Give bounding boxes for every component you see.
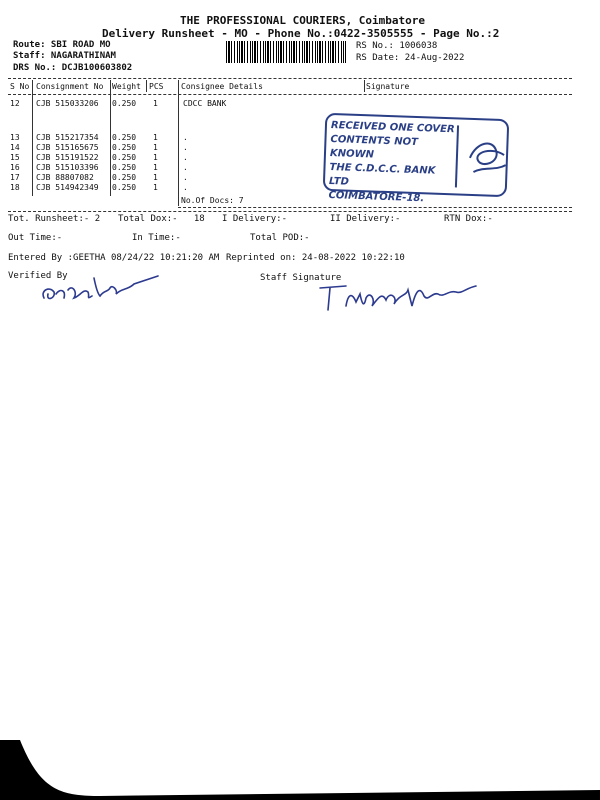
- row-weight: 0.250: [112, 163, 137, 172]
- reprinted-on: Reprinted on: 24-08-2022 10:22:10: [226, 253, 405, 263]
- rtn-dox: RTN Dox:-: [444, 214, 493, 224]
- row-consignment: CJB 514942349: [36, 183, 99, 192]
- drs-number: DRS No.: DCJB100603802: [13, 63, 133, 73]
- stamp-signature-icon: [461, 128, 513, 190]
- total-pod: Total POD:-: [250, 233, 310, 243]
- verified-by-label: Verified By: [8, 271, 68, 281]
- row-consignee: CDCC BANK: [183, 99, 227, 108]
- col-divider: [146, 80, 147, 92]
- col-divider: [110, 80, 111, 196]
- runsheet-title: Delivery Runsheet - MO - Phone No.:0422-3505555 - Page No.:2: [102, 27, 500, 40]
- rs-date: RS Date: 24-Aug-2022: [356, 53, 465, 63]
- row-weight: 0.250: [112, 153, 137, 162]
- row-weight: 0.250: [112, 173, 137, 182]
- docs-rule: [178, 207, 572, 208]
- row-sno: 17: [10, 173, 20, 182]
- verifier-signature-icon: [38, 268, 178, 308]
- row-sno: 14: [10, 143, 20, 152]
- row-pcs: 1: [153, 143, 158, 152]
- row-pcs: 1: [153, 133, 158, 142]
- stamp-line: CONTENTS NOT KNOWN: [329, 134, 419, 161]
- row-consignee: .: [183, 183, 188, 192]
- staff-signature-label: Staff Signature: [260, 273, 342, 283]
- row-consignee: .: [183, 143, 188, 152]
- header-consignee: Consignee Details: [181, 82, 263, 91]
- ii-delivery: II Delivery:-: [330, 214, 401, 224]
- rs-number: RS No.: 1006038: [356, 41, 438, 51]
- row-weight: 0.250: [112, 133, 137, 142]
- header-signature: Signature: [366, 82, 410, 91]
- row-consignee: .: [183, 133, 188, 142]
- row-pcs: 1: [153, 99, 158, 108]
- row-sno: 16: [10, 163, 20, 172]
- row-weight: 0.250: [112, 183, 137, 192]
- col-divider: [178, 80, 179, 206]
- barcode: [226, 41, 346, 63]
- stamp-line: RECEIVED ONE COVER: [330, 120, 455, 136]
- tot-runsheet: Tot. Runsheet:- 2: [8, 214, 101, 224]
- route-label: Route: SBI ROAD MO: [13, 40, 111, 50]
- staff-label: Staff: NAGARATHINAM: [13, 51, 116, 61]
- row-consignee: .: [183, 153, 188, 162]
- totals-top-rule: [8, 211, 572, 212]
- stamp-line: THE C.D.C.C. BANK LTD: [328, 161, 436, 188]
- company-title: THE PROFESSIONAL COURIERS, Coimbatore: [180, 14, 426, 27]
- out-time: Out Time:-: [8, 233, 63, 243]
- stamp-line: COIMBATORE-18.: [328, 189, 425, 205]
- row-pcs: 1: [153, 163, 158, 172]
- table-top-rule: [8, 78, 572, 79]
- bank-received-stamp: [323, 113, 510, 205]
- scan-edge-shadow: [0, 740, 600, 800]
- row-pcs: 1: [153, 183, 158, 192]
- col-divider: [32, 80, 33, 196]
- row-sno: 13: [10, 133, 20, 142]
- row-pcs: 1: [153, 173, 158, 182]
- header-weight: Weight: [112, 82, 141, 91]
- row-consignment: CJB 88807082: [36, 173, 94, 182]
- header-consignment: Consignment No: [36, 82, 104, 91]
- entered-by: Entered By :GEETHA 08/24/22 10:21:20 AM: [8, 253, 220, 263]
- row-consignee: .: [183, 163, 188, 172]
- row-weight: 0.250: [112, 143, 137, 152]
- header-pcs: PCS: [149, 82, 164, 91]
- row-sno: 12: [10, 99, 20, 108]
- row-consignment: CJB 515217354: [36, 133, 99, 142]
- row-sno: 15: [10, 153, 20, 162]
- table-header-rule: [8, 94, 572, 95]
- row-consignee: .: [183, 173, 188, 182]
- header-sno: S No: [10, 82, 30, 91]
- total-dox: Total Dox:- 18: [118, 214, 205, 224]
- row-pcs: 1: [153, 153, 158, 162]
- i-delivery: I Delivery:-: [222, 214, 288, 224]
- in-time: In Time:-: [132, 233, 181, 243]
- staff-signature-icon: [316, 280, 496, 320]
- row-consignment: CJB 515165675: [36, 143, 99, 152]
- row-sno: 18: [10, 183, 20, 192]
- row-consignment: CJB 515191522: [36, 153, 99, 162]
- row-consignment: CJB 515033206: [36, 99, 99, 108]
- row-weight: 0.250: [112, 99, 137, 108]
- row-consignment: CJB 515103396: [36, 163, 99, 172]
- no-of-docs: No.Of Docs: 7: [181, 196, 244, 205]
- col-divider: [364, 80, 365, 92]
